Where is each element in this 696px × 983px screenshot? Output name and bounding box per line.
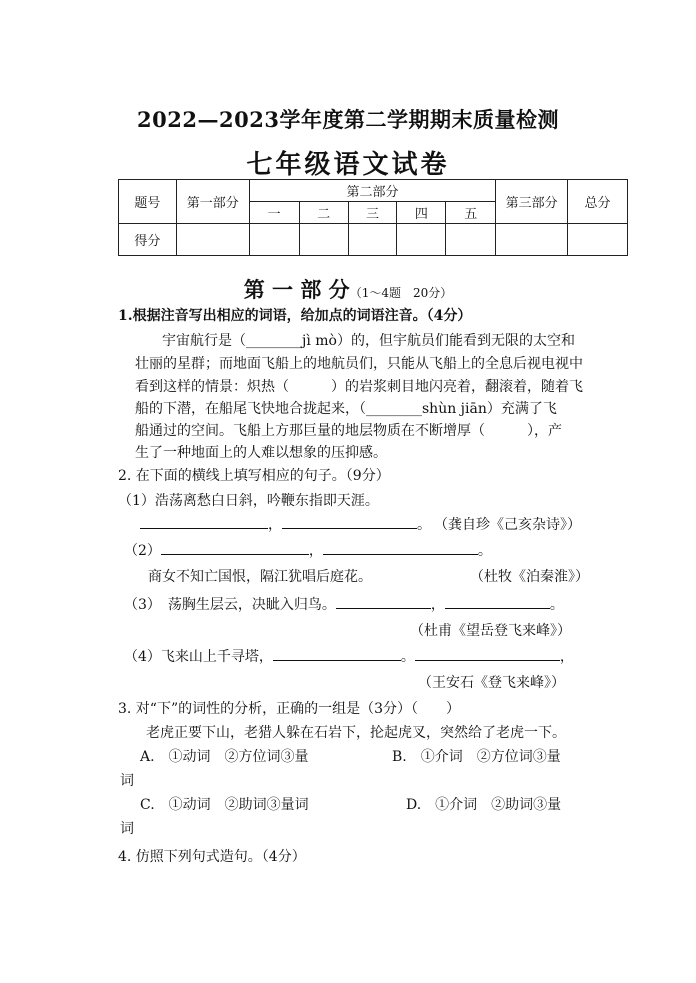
score-cell-2-5[interactable]: [446, 224, 496, 256]
sub-header-1: 一: [249, 202, 299, 224]
q3-wrap-1: 词: [120, 773, 134, 789]
paper-title: 七年级语文试卷: [246, 150, 450, 180]
section-note: （1～4题 20分）: [349, 286, 453, 300]
q2-s1-comma: ，: [268, 517, 282, 533]
q2-s4-blank-2[interactable]: [415, 646, 560, 661]
q2-s2-blank-2[interactable]: [323, 540, 478, 555]
q2-s2-head: （2）: [124, 543, 161, 559]
q2-s2-row: [124, 540, 492, 560]
sub-header-4: 四: [397, 202, 446, 224]
q2-s2-period: 。: [477, 543, 492, 559]
q2-s4-blank-1[interactable]: [273, 646, 401, 661]
q3-stem: 3. 对“下”的词性的分析，正确的一组是（3分）（ ）: [118, 701, 461, 717]
score-table: [118, 179, 628, 256]
score-cell-part1[interactable]: [176, 224, 249, 256]
sub-header-5: 五: [446, 202, 496, 224]
q1-line-4: 船的下潜，在船尾飞快地合拢起来，（________shùn jiān）充满了飞: [135, 401, 557, 417]
header-part1: 第一部分: [176, 180, 249, 224]
score-cell-2-2[interactable]: [299, 224, 348, 256]
q1-line-3: 看到这样的情景：炽热（ ）的岩浆刺目地闪亮着，翻滚着，随着飞: [135, 379, 583, 395]
section-title-text: 第 一 部 分: [243, 277, 350, 302]
q2-s4-period: 。: [400, 649, 415, 665]
sub-header-2: 二: [299, 202, 348, 224]
q3-wrap-2: 词: [120, 821, 134, 837]
exam-title: 2022—2023学年度第二学期期末质量检测: [137, 107, 559, 132]
q2-s4-source: （王安石《登飞来峰》）: [418, 675, 565, 691]
sub-header-3: 三: [348, 202, 397, 224]
q3-option-a[interactable]: A. ①动词 ②方位词③量: [140, 749, 309, 765]
score-cell-part3[interactable]: [496, 224, 568, 256]
score-cell-total[interactable]: [568, 224, 628, 256]
q2-s1-period: 。: [417, 517, 431, 533]
q2-s3-period: 。: [549, 597, 564, 613]
q1-line-6: 生了一种地面上的人难以想象的压抑感。: [135, 445, 387, 461]
q2-s2-source: （杜牧《泊秦淮》）: [470, 569, 589, 585]
q2-s1-blank-2[interactable]: [282, 514, 417, 529]
q2-s3-comma: ，: [430, 597, 445, 613]
q2-s1-head: （1）浩荡离愁白日斜，吟鞭东指即天涯。: [118, 493, 379, 509]
q2-s3-blank-2[interactable]: [445, 594, 550, 609]
header-total: 总分: [568, 180, 628, 224]
q1-line-5: 船通过的空间。飞船上方那巨量的地层物质在不断增厚（ ），产: [135, 423, 562, 439]
q2-s3-row: [124, 594, 564, 614]
header-part2: 第二部分: [249, 180, 496, 202]
q2-s2-comma: ，: [308, 543, 323, 559]
row-label-defen: 得分: [119, 224, 177, 256]
q3-option-b[interactable]: B. ①介词 ②方位词③量: [392, 749, 561, 765]
q1-line-2: 壮丽的星群；而地面飞船上的地航员们，只能从飞船上的全息后视电视中: [135, 356, 583, 372]
q2-s4-comma: ，: [559, 649, 574, 665]
q2-s2-line: 商女不知亡国恨，隔江犹唱后庭花。: [148, 569, 372, 585]
q3-option-c[interactable]: C. ①动词 ②助词③量词: [140, 797, 309, 813]
q1-stem: 1.根据注音写出相应的词语，给加点的词语注音。（4分）: [118, 308, 472, 324]
q2-s1-blank-1[interactable]: [140, 514, 268, 529]
q2-s4-row: [124, 646, 574, 666]
q2-s3-head: （3） 荡胸生层云，决眦入归鸟。: [124, 597, 336, 613]
q2-s3-source: （杜甫《望岳登飞来峰》）: [410, 623, 571, 639]
score-cell-2-1[interactable]: [249, 224, 299, 256]
q2-s2-blank-1[interactable]: [161, 540, 309, 555]
q2-s4-head: （4）飞来山上千寻塔，: [124, 649, 273, 665]
score-cell-2-4[interactable]: [397, 224, 446, 256]
section-title: [0, 274, 696, 304]
q2-s3-blank-1[interactable]: [336, 594, 431, 609]
header-part3: 第三部分: [496, 180, 568, 224]
q2-stem: 2. 在下面的横线上填写相应的句子。（9分）: [118, 468, 390, 484]
header-tihao: 题号: [119, 180, 177, 224]
score-cell-2-3[interactable]: [348, 224, 397, 256]
q3-option-d[interactable]: D. ①介词 ②助词③量: [406, 797, 562, 813]
q3-sentence: 老虎正要下山，老猎人躲在石岩下，抡起虎叉，突然给了老虎一下。: [146, 725, 566, 741]
q4-stem: 4. 仿照下列句式造句。（4分）: [118, 849, 306, 865]
q2-s1-source: （龚自珍《己亥杂诗》）: [434, 517, 581, 533]
q1-line-1: 宇宙航行是（________jì mò）的，但宇航员们能看到无限的太空和: [162, 333, 575, 349]
q2-s1-answer: [140, 514, 431, 534]
